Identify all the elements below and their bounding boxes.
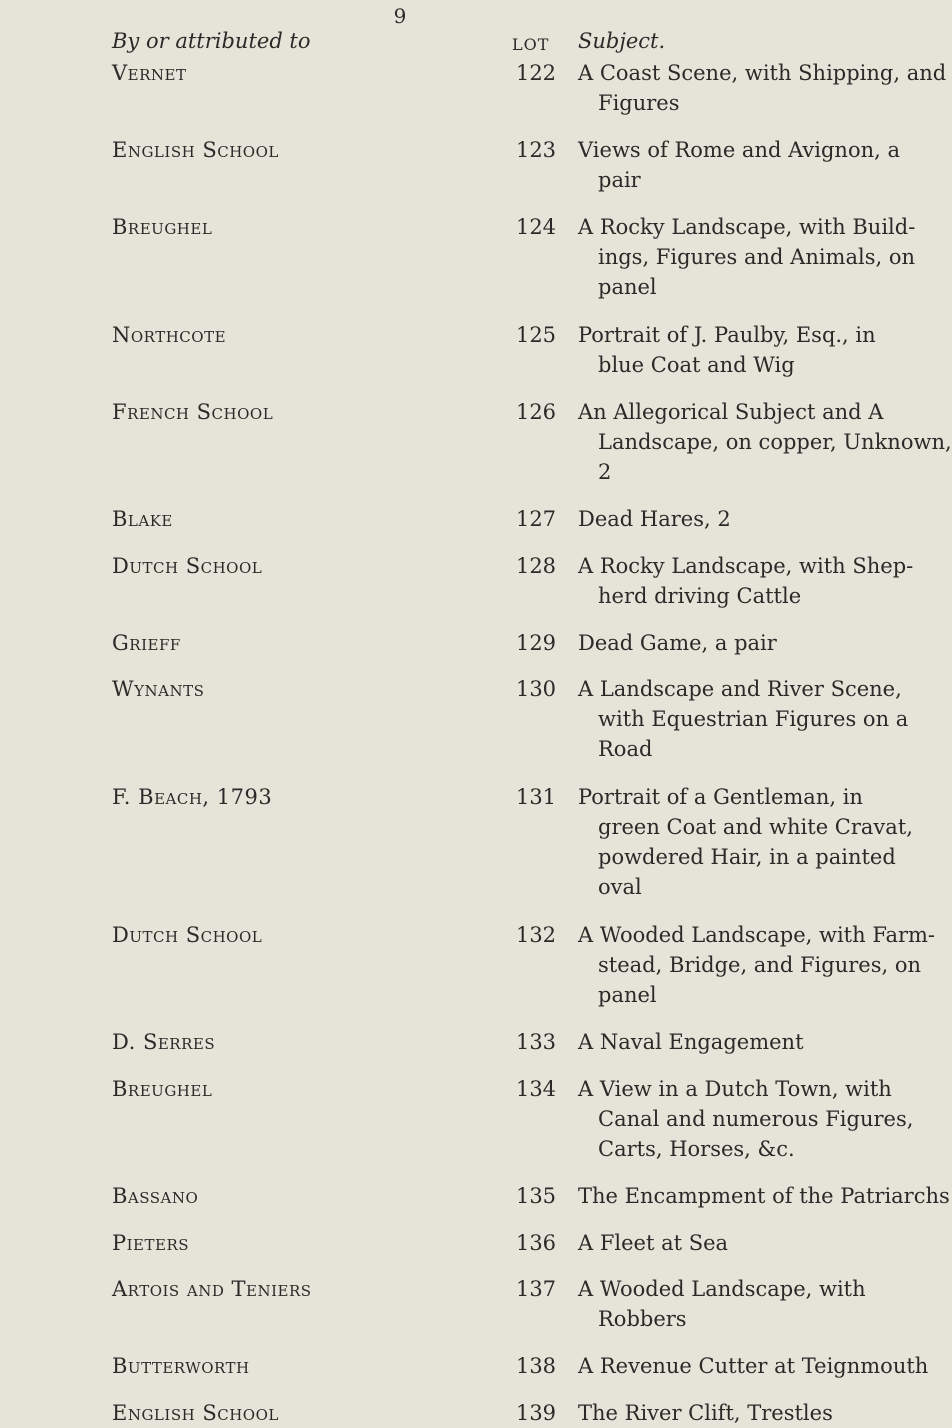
artist-name-text: Dutch School [112,553,263,578]
subject-line: powdered Hair, in a painted [598,844,896,869]
lot-subject [578,551,914,611]
subject-line: Views of Rome and Avignon, a [578,138,900,162]
artist-name-text: Northcote [112,322,227,347]
lot-number: 130 [515,677,557,701]
subject-line: Portrait of J. Paulby, Esq., in [578,322,876,347]
subject-line: panel [598,982,657,1007]
artist-name [112,1351,250,1381]
subject-line: herd driving Cattle [598,583,802,608]
subject-line: Figures [598,91,680,115]
subject-line: A Revenue Cutter at Teignmouth [578,1354,929,1378]
lot-subject [578,1074,914,1164]
artist-name [112,1027,215,1057]
lot-number: 138 [515,1354,557,1378]
lot-number: 127 [515,507,557,531]
artist-name-text: Grieff [112,630,181,655]
lot-subject [578,397,952,487]
artist-name-text: Wynants [112,677,205,701]
artist-name [112,628,181,658]
subject-line: The Encampment of the Patriarchs [578,1184,950,1208]
subject-line: Carts, Horses, &c. [598,1136,795,1161]
subject-line: green Coat and white Cravat, [598,814,913,839]
lot-subject [578,1027,804,1057]
subject-line: ings, Figures and Animals, on [598,245,915,269]
artist-name-text: Butterworth [112,1354,250,1378]
artist-name-text: Artois and Teniers [112,1277,312,1301]
lot-subject [578,1398,833,1428]
lot-number: 133 [515,1030,557,1054]
subject-line: Landscape, on copper, Unknown, [598,429,952,454]
lot-number: 139 [515,1400,557,1425]
lot-subject [578,1228,792,1258]
lot-number: 126 [515,399,557,424]
lot-number: 132 [515,922,557,947]
artist-name [112,212,212,242]
lot-number: 129 [515,630,557,655]
subject-line: Dead Game, a pair [578,630,777,655]
artist-name-text: Breughel [112,215,213,239]
subject-line: Canal and numerous Figures, [598,1106,914,1131]
lot-subject [578,320,876,380]
artist-name [112,1274,312,1304]
subject-line: Dead Hares, 2 [578,507,731,531]
artist-name [112,135,279,165]
lot-number: 137 [515,1277,557,1301]
subject-line: Portrait of a Gentleman, in [578,784,863,809]
lot-number: 134 [515,1076,557,1101]
subject-line: oval [598,874,642,899]
page-number: 9 [393,4,407,28]
subject-line: with Equestrian Figures on a [598,707,909,731]
artist-name [112,551,262,581]
subject-line: panel [598,275,657,299]
artist-name-text: Pieters [112,1230,190,1255]
artist-name [112,504,173,534]
subject-line: Road [598,737,653,761]
subject-column-header: Subject. [578,29,666,53]
lot-number: 123 [515,138,557,162]
lot-subject [578,212,916,302]
artist-name [112,1398,279,1428]
lot-column-header: LOT [512,35,550,54]
lot-number: 131 [515,784,557,809]
artist-name-text: Bassano [112,1184,199,1208]
artist-name [112,1181,198,1211]
subject-line: An Allegorical Subject and A [578,399,884,424]
lot-subject [578,1181,950,1211]
artist-name-text: Vernet [112,61,187,85]
lot-number: 125 [515,322,557,347]
subject-line: stead, Bridge, and Figures, on [598,952,921,977]
lot-subject [578,1351,929,1381]
lot-subject [578,628,792,658]
subject-line: Robbers [598,1307,687,1331]
subject-line: A Fleet at Sea [578,1230,729,1255]
artist-name [112,1228,189,1258]
artist-name [112,782,272,812]
lot-subject [578,135,900,195]
artist-name [112,920,262,950]
lot-subject [578,674,909,764]
artist-name [112,1074,212,1104]
lot-subject [578,58,947,118]
subject-line: A Rocky Landscape, with Shep- [578,553,914,578]
artist-name-text: Dutch School [112,922,263,947]
artist-name-text: English School [112,138,279,162]
artist-column-header: By or attributed to [112,29,311,53]
artist-name-text: Blake [112,507,173,531]
lot-number: 122 [515,61,557,85]
subject-line: A View in a Dutch Town, with [578,1076,892,1101]
lot-number: 136 [515,1230,557,1255]
subject-line: A Wooded Landscape, with [578,1277,866,1301]
lot-subject [578,1274,866,1334]
subject-line: pair [598,168,641,192]
artist-name [112,320,226,350]
artist-name [112,397,273,427]
lot-subject [578,920,936,1010]
artist-name-text: F. Beach, 1793 [112,784,273,809]
lot-subject [578,782,913,902]
lot-number: 128 [515,553,557,578]
subject-line: A Rocky Landscape, with Build- [578,215,916,239]
subject-line: A Wooded Landscape, with Farm- [578,922,936,947]
artist-name [112,674,204,704]
artist-name-text: Breughel [112,1076,213,1101]
artist-name-text: D. Serres [112,1030,216,1054]
subject-line: blue Coat and Wig [598,352,795,377]
artist-name-text: French School [112,399,274,424]
lot-subject [578,504,792,534]
artist-name-text: English School [112,1400,279,1425]
subject-line: The River Clift, Trestles [578,1400,833,1425]
lot-number: 135 [515,1184,557,1208]
artist-name [112,58,187,88]
subject-line: A Coast Scene, with Shipping, and [578,61,947,85]
subject-line: A Landscape and River Scene, [578,677,902,701]
lot-number: 124 [515,215,557,239]
subject-line: A Naval Engagement [578,1030,804,1054]
subject-line: 2 [598,459,612,484]
